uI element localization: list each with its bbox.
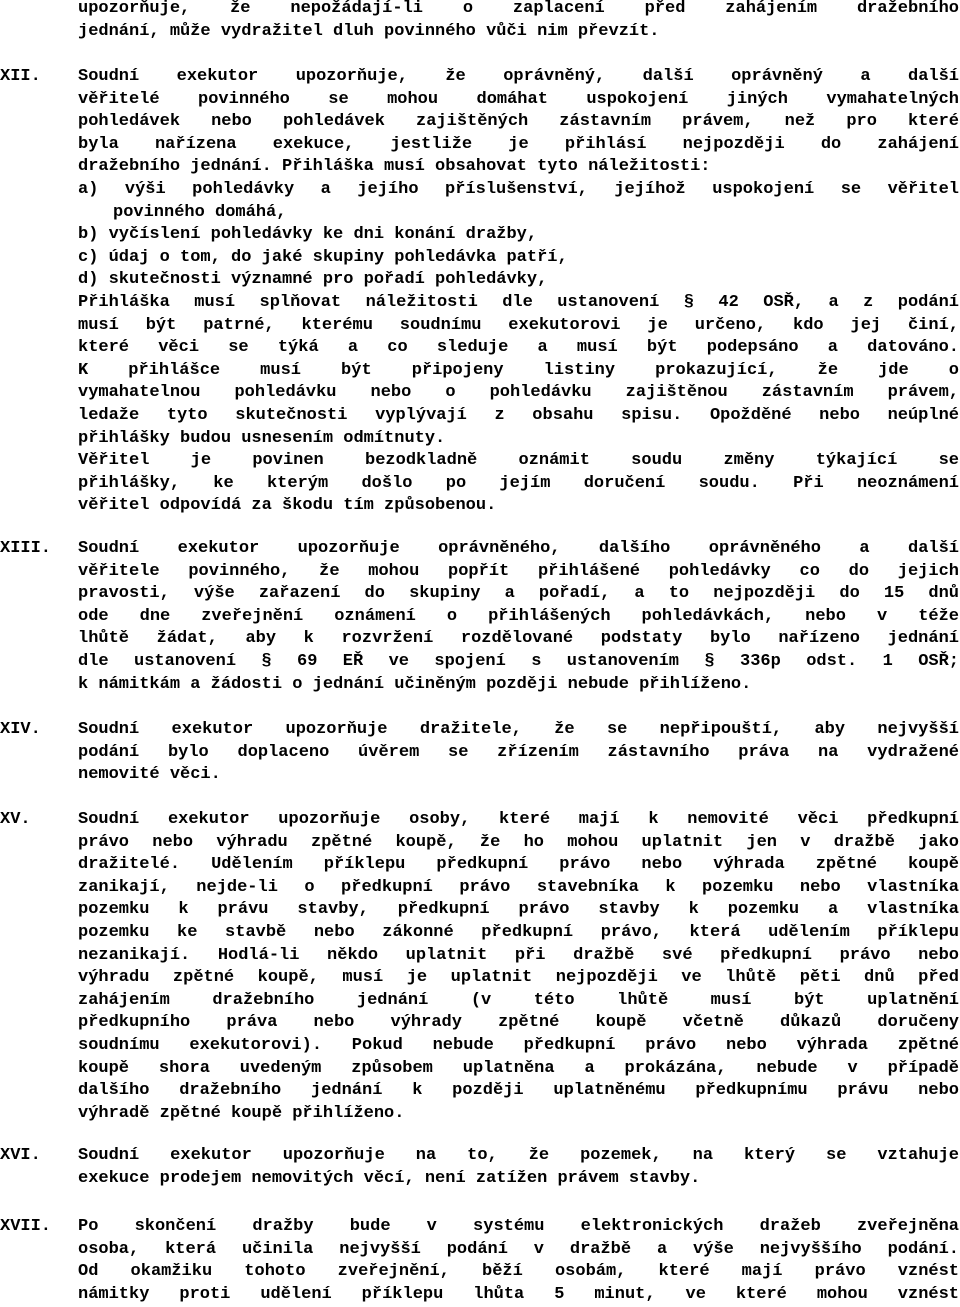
text-line: musí být patrné, kterému soudnímu exekutorovi je určeno, kdo jej činí,: [78, 315, 959, 335]
section-body: [78, 538, 959, 696]
text-line: b) vyčíslení pohledávky ke dni konání dražby,: [78, 225, 538, 245]
text-line: dalšího dražebního jednání k později uplatněnému předkupnímu právu nebo: [78, 1081, 959, 1101]
section-number: XVII.: [0, 1217, 52, 1236]
text-line: věřitel odpovídá za škodu tím způsobenou.: [78, 496, 497, 516]
text-line: povinného domáhá,: [113, 202, 287, 222]
text-line: Věřitel je povinen bezodkladně oznámit soudu změny týkající se: [78, 451, 959, 471]
text-line: byla nařízena exekuce, jestliže je přihlásí nejpozději do zahájení: [78, 134, 959, 154]
text-line: které věci se týká a co sleduje a musí být podepsáno a datováno.: [78, 338, 959, 358]
text-line: vymahatelnou pohledávku nebo o pohledávku zajištěnou zástavním právem,: [78, 383, 959, 403]
section-body: [78, 719, 959, 787]
section-number: XIV.: [0, 720, 41, 739]
section-body: [78, 66, 959, 518]
section-body: [78, 809, 959, 1125]
text-line: dle ustanovení § 69 EŘ ve spojení s ustanovením § 336p odst. 1 OSŘ;: [78, 651, 959, 671]
text-line: ledaže tyto skutečnosti vyplývají z obsahu spisu. Opožděné nebo neúplné: [78, 405, 959, 425]
text-line: výhradu zpětné koupě, musí je uplatnit nejpozději ve lhůtě pěti dnů před: [78, 968, 959, 988]
section-number: XV.: [0, 810, 31, 829]
text-line: c) údaj o tom, do jaké skupiny pohledávka patří,: [78, 247, 568, 267]
text-line: Soudní exekutor upozorňuje oprávněného, dalšího oprávněného a další: [78, 539, 959, 558]
text-line: pravosti, výše zařazení do skupiny a pořadí, a to nejpozději do 15 dnů: [78, 584, 959, 604]
text-line: přihlášky, ke kterým došlo po jejím doručení soudu. Při neoznámení: [78, 473, 959, 493]
text-line: Od okamžiku tohoto zveřejnění, běží osobám, které mají právo vznést: [78, 1262, 959, 1282]
text-line: podání bylo doplaceno úvěrem se zřízením zástavního práva na vydražené: [78, 742, 959, 762]
text-line: Soudní exekutor upozorňuje na to, že pozemek, na který se vztahuje: [78, 1146, 959, 1165]
text-line: nezanikají. Hodlá-li někdo uplatnit při dražbě své předkupní právo nebo: [78, 945, 959, 965]
text-line: dražebního jednání. Přihláška musí obsahovat tyto náležitosti:: [78, 157, 711, 177]
text-line: právo nebo výhradu zpětné koupě, že ho mohou uplatnit jen v dražbě jako: [78, 832, 959, 852]
text-line: pozemku ke stavbě nebo zákonné předkupní právo, která udělením příklepu: [78, 922, 959, 942]
text-line: věřitelé povinného se mohou domáhat uspokojení jiných vymahatelných: [78, 89, 959, 109]
section-number: XII.: [0, 67, 41, 86]
text-line: Přihláška musí splňovat náležitosti dle ustanovení § 42 OSŘ, a z podání: [78, 292, 959, 312]
text-line: k námitkám a žádosti o jednání učiněným později nebude přihlíženo.: [78, 674, 752, 694]
section-body: [78, 1145, 959, 1190]
text-line: námitky proti udělení příklepu lhůta 5 minut, ve které mohou vznést: [78, 1284, 959, 1304]
text-line: ode dne zveřejnění oznámení o přihlášených pohledávkách, nebo v téže: [78, 606, 959, 626]
text-line: nemovité věci.: [78, 765, 221, 785]
text-line: pohledávek nebo pohledávek zajištěných zástavním právem, než pro které: [78, 112, 959, 132]
text-line: d) skutečnosti významné pro pořadí pohledávky,: [78, 270, 548, 290]
section-body: [78, 0, 959, 43]
text-line: upozorňuje, že nepožádají-li o zaplacení před zahájením dražebního: [78, 0, 959, 18]
text-line: Soudní exekutor upozorňuje osoby, které mají k nemovité věci předkupní: [78, 810, 959, 829]
text-line: dražitelé. Udělením příklepu předkupní právo nebo výhrada zpětné koupě: [78, 855, 959, 875]
section-number: XIII.: [0, 539, 52, 558]
text-line: jednání, může vydražitel dluh povinného vůči nim převzít.: [78, 21, 660, 41]
text-line: K přihlášce musí být připojeny listiny prokazující, že jde o: [78, 360, 959, 380]
text-line: osoba, která učinila nejvyšší podání v dražbě a výše nejvyššího podání.: [78, 1239, 959, 1259]
section-body: [78, 1216, 959, 1306]
text-line: pozemku k právu stavby, předkupní právo stavby k pozemku a vlastníka: [78, 900, 959, 920]
text-line: soudnímu exekutorovi). Pokud nebude předkupní právo nebo výhrada zpětné: [78, 1035, 959, 1055]
text-line: zanikají, nejde-li o předkupní právo stavebníka k pozemku nebo vlastníka: [78, 877, 959, 897]
text-line: Soudní exekutor upozorňuje dražitele, že se nepřipouští, aby nejvyšší: [78, 720, 959, 739]
text-line: Po skončení dražby bude v systému elektronických dražeb zveřejněna: [78, 1217, 959, 1236]
text-line: zahájením dražebního jednání (v této lhůtě musí být uplatnění: [78, 990, 959, 1010]
text-line: exekuce prodejem nemovitých věcí, není zatížen právem stavby.: [78, 1168, 701, 1188]
text-line: a) výši pohledávky a jejího příslušenství, jejíhož uspokojení se věřitel: [78, 179, 959, 199]
text-line: koupě shora uvedeným způsobem uplatněna a prokázána, nebude v případě: [78, 1058, 959, 1078]
text-line: předkupního práva nebo výhrady zpětné koupě včetně důkazů doručeny: [78, 1013, 959, 1033]
text-line: přihlášky budou usnesením odmítnuty.: [78, 428, 446, 448]
text-line: Soudní exekutor upozorňuje, že oprávněný, další oprávněný a další: [78, 67, 959, 86]
text-line: výhradě zpětné koupě přihlíženo.: [78, 1103, 405, 1123]
text-line: věřitele povinného, že mohou popřít přihlášené pohledávky co do jejich: [78, 561, 959, 581]
text-line: lhůtě žádat, aby k rozvržení rozdělované podstaty bylo nařízeno jednání: [78, 629, 959, 649]
section-number: XVI.: [0, 1146, 41, 1165]
